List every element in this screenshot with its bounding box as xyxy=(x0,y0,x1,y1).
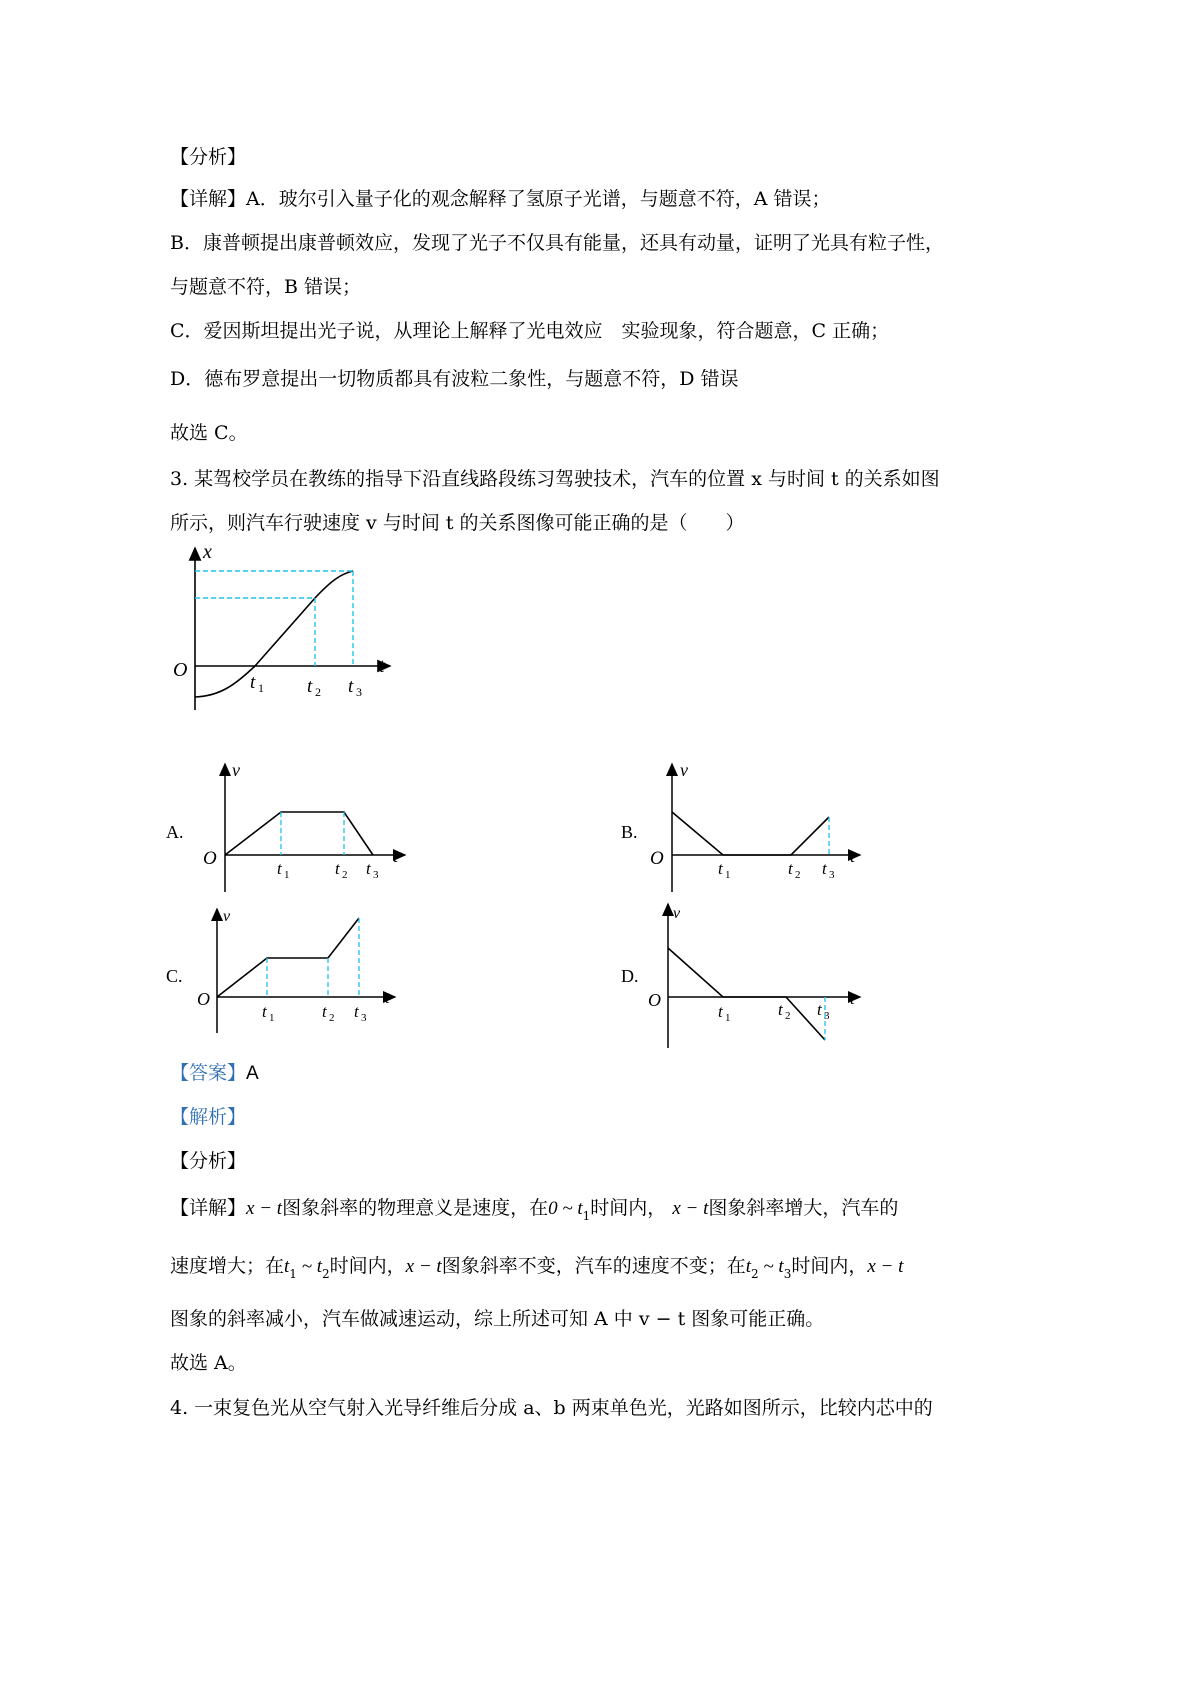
option-b-label: B. xyxy=(621,822,638,842)
t1-sub: 1 xyxy=(269,1012,275,1024)
detail-line-c: C．爱因斯坦提出光子说，从理论上解释了光电效应 实验现象，符合题意，C 正确； xyxy=(170,320,890,342)
t2-sub: 2 xyxy=(342,869,348,881)
xt-term: x − t xyxy=(246,1198,283,1219)
answer-value: A xyxy=(246,1063,259,1084)
t3-sub: 3 xyxy=(373,869,379,881)
t1-sub: 1 xyxy=(725,1012,731,1024)
xt-term: x − t xyxy=(867,1256,904,1277)
v-label: v xyxy=(232,760,240,780)
t-label: t xyxy=(393,846,399,866)
t2-label: t xyxy=(322,1002,327,1021)
detail-a-text: A．玻尔引入量子化的观念解释了氢原子光谱，与题意不符，A 错误； xyxy=(246,188,831,210)
detail-line-d: D．德布罗意提出一切物质都具有波粒二象性，与题意不符，D 错误 xyxy=(170,368,739,390)
t-term: t xyxy=(745,1256,751,1277)
d2-text: 图象斜率的物理意义是速度，在 xyxy=(282,1197,549,1219)
detail2-line2 xyxy=(170,1253,903,1281)
origin-label: O xyxy=(203,848,217,869)
t3-sub: 3 xyxy=(356,685,362,699)
sub: 1 xyxy=(582,1209,591,1223)
sub: 3 xyxy=(783,1267,792,1281)
origin-label: O xyxy=(197,989,210,1009)
t1-label: t xyxy=(262,1002,267,1021)
xt-graph xyxy=(165,540,395,710)
t1-sub: 1 xyxy=(284,869,290,881)
option-a-label: A. xyxy=(166,822,184,842)
v-label: v xyxy=(223,908,231,925)
detail2-tag: 【详解】 xyxy=(170,1197,247,1219)
d2-text: 时间内， xyxy=(791,1255,868,1277)
t1-label: t xyxy=(718,1002,723,1021)
question4-line1: 4. 一束复色光从空气射入光导纤维后分成 a、b 两束单色光，光路如图所示，比较内芯中的 xyxy=(170,1397,933,1419)
analysis-heading: 【分析】 xyxy=(170,146,247,168)
answer-line xyxy=(170,1060,259,1087)
d2-text: 图象斜率不变，汽车的速度不变；在 xyxy=(441,1255,746,1277)
t1-sub: 1 xyxy=(725,869,731,881)
t3-label: t xyxy=(348,676,354,697)
option-c-graph xyxy=(195,905,405,1035)
v-label: v xyxy=(680,760,688,780)
t-term: ~ t xyxy=(758,1256,784,1277)
detail2-line1 xyxy=(170,1195,898,1223)
option-c-curve xyxy=(217,918,359,997)
t2-label: t xyxy=(335,859,340,878)
option-b-graph xyxy=(645,760,870,895)
option-d-label: D. xyxy=(621,966,639,986)
sub: 2 xyxy=(751,1267,759,1281)
origin-label: O xyxy=(650,848,664,869)
t1-label: t xyxy=(250,672,256,693)
option-a-curve xyxy=(225,812,373,855)
xt-curve xyxy=(195,571,353,697)
option-b-curve xyxy=(672,812,829,855)
t3-sub: 3 xyxy=(824,1010,830,1022)
t3-label: t xyxy=(366,859,371,878)
range-0-t1: 0 ~ t xyxy=(548,1198,583,1219)
option-d-curve xyxy=(668,948,825,1040)
x-label: x xyxy=(203,541,212,563)
choose-a: 故选 A。 xyxy=(170,1352,247,1374)
t-label: t xyxy=(385,988,390,1007)
answer-tag: 【答案】 xyxy=(170,1062,247,1084)
t-label: t xyxy=(850,989,855,1008)
sub: 1 xyxy=(289,1267,297,1281)
option-d-graph xyxy=(645,900,870,1050)
origin-label: O xyxy=(648,990,661,1010)
t1-sub: 1 xyxy=(258,681,264,695)
t2-sub: 2 xyxy=(795,869,801,881)
analysis-heading-2: 【分析】 xyxy=(170,1150,247,1172)
t-label: t xyxy=(850,846,856,866)
t-term: t xyxy=(284,1256,290,1277)
question3-line1: 3. 某驾校学员在教练的指导下沿直线路段练习驾驶技术，汽车的位置 x 与时间 t 的关系如图 xyxy=(170,468,940,490)
t3-label: t xyxy=(354,1002,359,1021)
question3-line2: 所示，则汽车行驶速度 v 与时间 t 的关系图像可能正确的是（ ） xyxy=(170,512,745,534)
d2-text: 速度增大；在 xyxy=(170,1255,285,1277)
t3-label: t xyxy=(817,1000,822,1019)
t-label: t xyxy=(379,655,385,677)
v-label: v xyxy=(673,905,681,922)
detail-line-a xyxy=(170,186,831,212)
t2-sub: 2 xyxy=(785,1010,791,1022)
t2-sub: 2 xyxy=(315,685,321,699)
choose-c: 故选 C。 xyxy=(170,422,248,444)
sub: 2 xyxy=(322,1267,330,1281)
t3-label: t xyxy=(822,859,827,878)
xt-term: x − t xyxy=(672,1198,709,1219)
detail-line-b2: 与题意不符，B 错误； xyxy=(170,276,362,298)
t2-label: t xyxy=(778,1000,783,1019)
t1-label: t xyxy=(718,859,723,878)
option-a-graph xyxy=(195,760,415,895)
d2-text: 时间内， xyxy=(329,1255,406,1277)
t2-label: t xyxy=(307,676,313,697)
t2-label: t xyxy=(788,859,793,878)
t3-sub: 3 xyxy=(829,869,835,881)
detail2-line3: 图象的斜率减小，汽车做减速运动，综上所述可知 A 中 v − t 图象可能正确。 xyxy=(170,1308,825,1330)
d2-text: 时间内， xyxy=(590,1197,667,1219)
origin-label: O xyxy=(173,659,188,681)
t-term: ~ t xyxy=(296,1256,322,1277)
option-c-label: C. xyxy=(166,966,183,986)
jiexi-tag: 【解析】 xyxy=(170,1106,247,1128)
t2-sub: 2 xyxy=(329,1012,335,1024)
xt-term: x − t xyxy=(405,1256,442,1277)
detail-tag: 【详解】 xyxy=(170,188,247,210)
detail-line-b1: B．康普顿提出康普顿效应，发现了光子不仅具有能量，还具有动量，证明了光具有粒子性， xyxy=(170,232,944,254)
d2-text: 图象斜率增大，汽车的 xyxy=(708,1197,899,1219)
t3-sub: 3 xyxy=(361,1012,367,1024)
t1-label: t xyxy=(277,859,282,878)
